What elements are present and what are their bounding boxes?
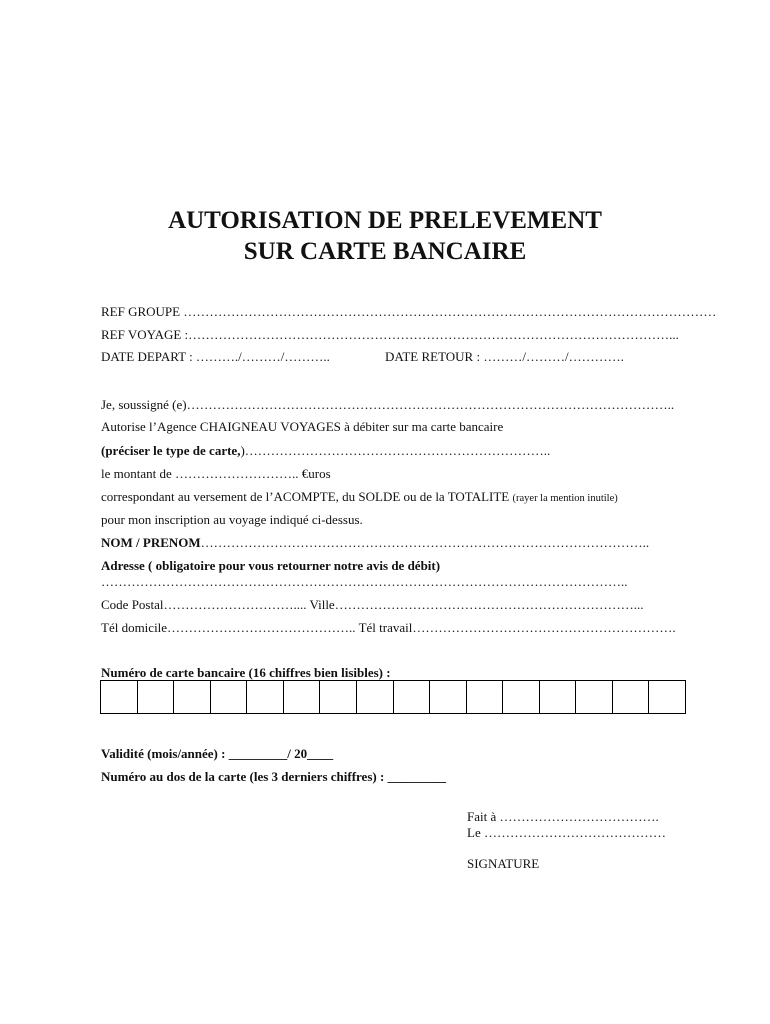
nom-prenom-label: NOM / PRENOM: [101, 535, 201, 550]
ref-voyage-field: REF VOYAGE :…………………………………………………………………………………………………...: [101, 327, 679, 342]
card-digit-cell[interactable]: [247, 681, 284, 713]
card-digit-cell[interactable]: [174, 681, 211, 713]
soussigne-field: Je, soussigné (e)…………………………………………………………………………………………………..: [101, 397, 675, 412]
carte-type-dots: )……………………………………………………………..: [240, 443, 551, 458]
date-depart-field: DATE DEPART : ………./………/………..: [101, 349, 330, 364]
card-digit-cell[interactable]: [576, 681, 613, 713]
adresse-label: Adresse ( obligatoire pour vous retourner notre avis de débit): [101, 558, 441, 573]
nom-prenom-field: [101, 535, 649, 551]
card-digit-cell[interactable]: [430, 681, 467, 713]
card-digit-cell[interactable]: [503, 681, 540, 713]
autorise-text: Autorise l’Agence CHAIGNEAU VOYAGES à débiter sur ma carte bancaire: [101, 419, 504, 434]
correspondant-text: [101, 489, 618, 507]
correspondant-main: correspondant au versement de l’ACOMPTE, du SOLDE ou de la TOTALITE: [101, 489, 510, 504]
card-digit-cell[interactable]: [540, 681, 577, 713]
code-postal-ville-field: Code Postal………………………….... Ville……………………………………………………………...: [101, 597, 644, 612]
card-number-grid: [100, 680, 686, 714]
date-le-field: Le ……………………………………: [467, 825, 666, 840]
adresse-dots: …………………………………………………………………………………………………………..: [101, 574, 628, 589]
card-digit-cell[interactable]: [101, 681, 138, 713]
validite-field: Validité (mois/année) : _________/ 20____: [101, 746, 334, 761]
card-number-label: Numéro de carte bancaire (16 chiffres bien lisibles) :: [101, 665, 391, 680]
document-title-line2: SUR CARTE BANCAIRE: [243, 238, 527, 265]
telephone-field: Tél domicile…………………………………….. Tél travail…………………………………………………….: [101, 620, 676, 635]
card-digit-cell[interactable]: [284, 681, 321, 713]
card-digit-cell[interactable]: [320, 681, 357, 713]
card-digit-cell[interactable]: [394, 681, 431, 713]
carte-type-label: (préciser le type de carte,: [101, 443, 241, 458]
rayer-mention: (rayer la mention inutile): [512, 493, 618, 504]
card-digit-cell[interactable]: [613, 681, 650, 713]
ref-groupe-field: REF GROUPE ……………………………………………………………………………………………………………: [101, 304, 717, 319]
card-digit-cell[interactable]: [467, 681, 504, 713]
card-digit-cell[interactable]: [649, 681, 685, 713]
signature-label: SIGNATURE: [467, 856, 540, 871]
date-retour-field: DATE RETOUR : ………/………/………….: [385, 349, 624, 364]
card-digit-cell[interactable]: [211, 681, 248, 713]
card-back-number-field: Numéro au dos de la carte (les 3 derniers chiffres) : _________: [101, 769, 447, 784]
nom-prenom-dots: …………………………………………………………………………………………..: [200, 535, 650, 550]
card-digit-cell[interactable]: [138, 681, 175, 713]
inscription-text: pour mon inscription au voyage indiqué ci-dessus.: [101, 512, 363, 527]
document-title-line1: AUTORISATION DE PRELEVEMENT: [168, 207, 602, 234]
carte-type-field: [101, 443, 550, 459]
montant-field: le montant de ……………………….. €uros: [101, 466, 331, 481]
card-digit-cell[interactable]: [357, 681, 394, 713]
fait-a-field: Fait à ……………………………….: [467, 809, 659, 824]
